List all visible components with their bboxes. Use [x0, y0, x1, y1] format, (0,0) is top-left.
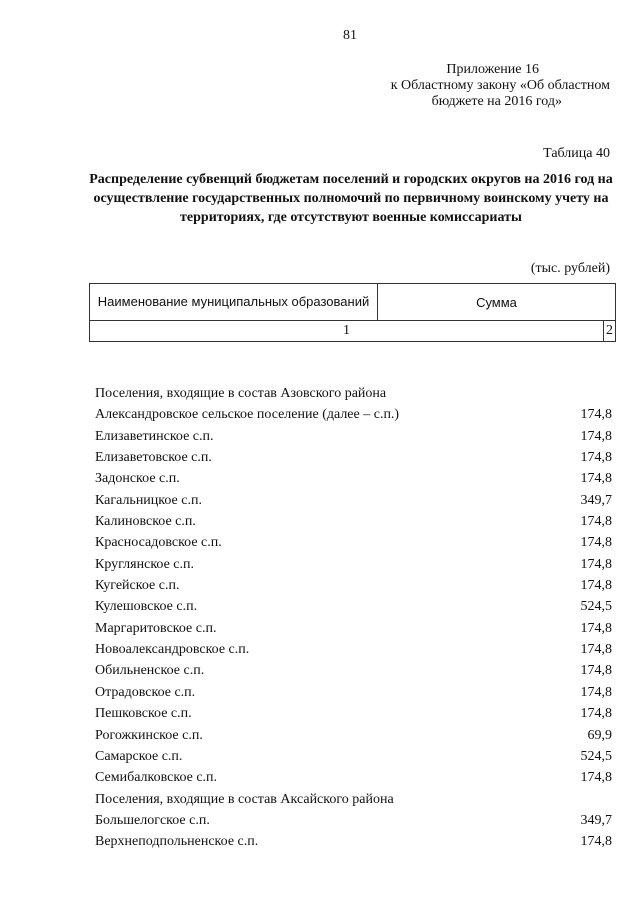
- column-header-sum: Сумма: [378, 284, 616, 321]
- section-heading-row: [95, 383, 615, 404]
- table-row: [95, 682, 615, 703]
- row-name: Семибалковское с.п.: [95, 770, 218, 786]
- table-row: [95, 810, 615, 831]
- section-heading-row: [95, 789, 615, 810]
- row-name: Поселения, входящие в состав Азовского района: [95, 386, 387, 401]
- row-value: 69,9: [587, 727, 612, 743]
- row-name: Верхнеподпольненское с.п.: [95, 834, 259, 850]
- appendix-line-2: к Областному закону «Об областном: [390, 78, 610, 93]
- table-row: [95, 639, 615, 660]
- table-title: Распределение субвенций бюджетам поселений и городских округов на 2016 год на осуществление государственных полномочий по первичному воинскому учету на территориях, где отсутствуют военные комиссариаты: [89, 172, 613, 225]
- row-name: Круглянское с.п.: [95, 556, 194, 572]
- row-name: Александровское сельское поселение (далее – с.п.): [95, 407, 400, 423]
- row-name: Кулешовское с.п.: [95, 599, 198, 615]
- row-name: Большелогское с.п.: [95, 812, 210, 828]
- row-value: 174,8: [580, 663, 612, 679]
- table-row: [95, 575, 615, 596]
- column-number-1: 1: [90, 321, 604, 342]
- row-name: Елизаветовское с.п.: [95, 450, 212, 466]
- row-value: 174,8: [580, 428, 612, 444]
- row-name: Кагальницкое с.п.: [95, 492, 202, 508]
- appendix-note: [330, 62, 610, 110]
- row-value: 174,8: [580, 556, 612, 572]
- row-value: 174,8: [580, 770, 612, 786]
- row-value: 174,8: [580, 471, 612, 487]
- row-value: 524,5: [580, 599, 612, 615]
- row-value: 524,5: [580, 748, 612, 764]
- row-value: 349,7: [580, 492, 612, 508]
- row-name: Красносадовское с.п.: [95, 535, 222, 551]
- table-row: [95, 767, 615, 788]
- row-name: Отрадовское с.п.: [95, 684, 196, 700]
- table-row: [95, 532, 615, 553]
- table-header: [89, 283, 616, 342]
- row-name: Задонское с.п.: [95, 471, 180, 487]
- column-number-2: 2: [604, 321, 616, 342]
- row-value: 174,8: [580, 706, 612, 722]
- appendix-line-1: Приложение 16: [446, 62, 539, 77]
- table-row: [95, 404, 615, 425]
- table-row: [95, 660, 615, 681]
- row-name: Самарское с.п.: [95, 748, 183, 764]
- row-value: 349,7: [580, 812, 612, 828]
- page-number: 81: [343, 28, 357, 43]
- row-value: 174,8: [580, 514, 612, 530]
- table-row: [95, 490, 615, 511]
- row-value: 174,8: [580, 407, 612, 423]
- table-row: [95, 426, 615, 447]
- table-row: [95, 447, 615, 468]
- table-row: [95, 554, 615, 575]
- table-row: [95, 725, 615, 746]
- row-name: Новоалександровское с.п.: [95, 642, 250, 658]
- row-name: Кугейское с.п.: [95, 578, 180, 594]
- row-value: 174,8: [580, 450, 612, 466]
- table-row: [95, 511, 615, 532]
- row-value: 174,8: [580, 684, 612, 700]
- table-row: [95, 618, 615, 639]
- row-name: Рогожкинское с.п.: [95, 727, 203, 743]
- appendix-line-3: бюджете на 2016 год»: [431, 94, 562, 109]
- table-body: [95, 383, 615, 853]
- row-name: Поселения, входящие в состав Аксайского района: [95, 791, 394, 807]
- row-name: Маргаритовское с.п.: [95, 620, 217, 636]
- row-name: Калиновское с.п.: [95, 514, 196, 530]
- column-header-name: Наименование муниципальных образований: [90, 284, 378, 321]
- table-row: [95, 703, 615, 724]
- row-value: 174,8: [580, 834, 612, 850]
- table-number: Таблица 40: [543, 146, 610, 161]
- row-name: Обильненское с.п.: [95, 663, 205, 679]
- row-value: 174,8: [580, 535, 612, 551]
- table-row: [95, 746, 615, 767]
- table-row: [95, 596, 615, 617]
- table-row: [95, 831, 615, 852]
- row-name: Елизаветинское с.п.: [95, 428, 214, 444]
- row-name: Пешковское с.п.: [95, 706, 192, 722]
- row-value: 174,8: [580, 578, 612, 594]
- row-value: 174,8: [580, 642, 612, 658]
- table-row: [95, 468, 615, 489]
- row-value: 174,8: [580, 620, 612, 636]
- unit-label: (тыс. рублей): [530, 261, 610, 276]
